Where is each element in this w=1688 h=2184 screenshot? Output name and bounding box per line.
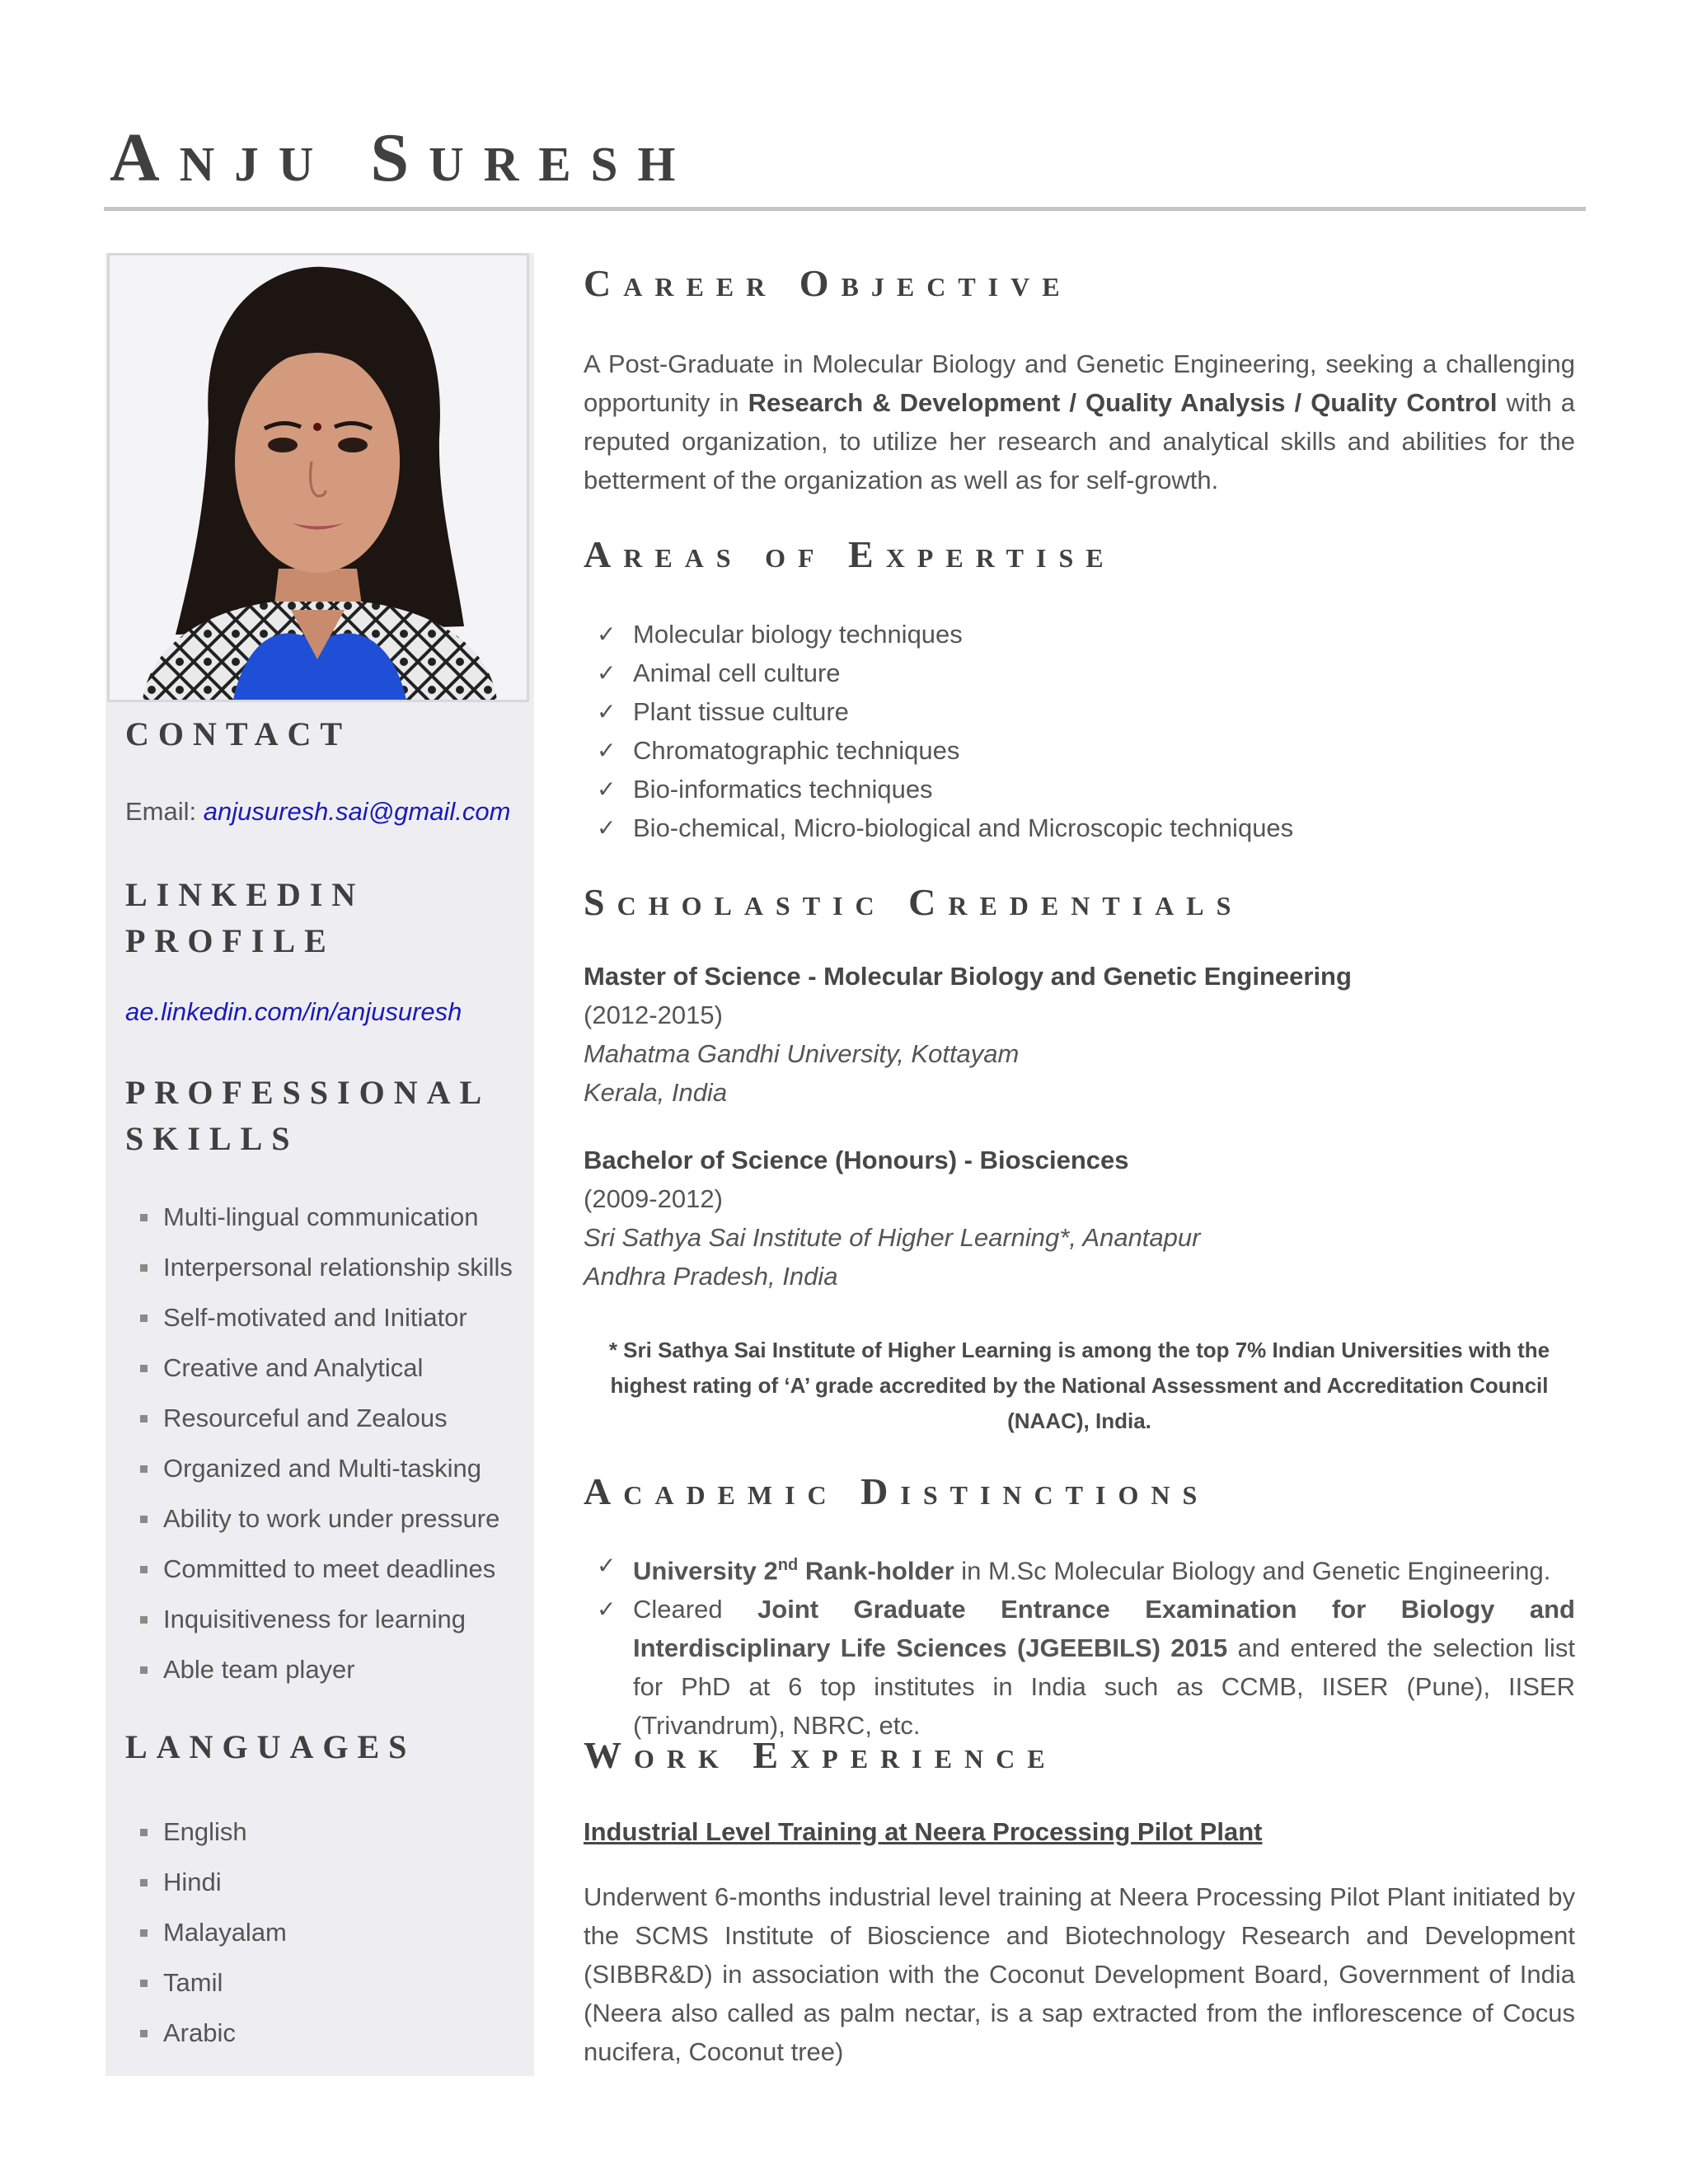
square-bullet-icon: [140, 1666, 148, 1674]
header-divider: [104, 207, 1586, 211]
skill-item: Multi-lingual communication: [125, 1192, 513, 1242]
degree-title: Master of Science - Molecular Biology and Genetic Engineering: [584, 962, 1352, 991]
language-item: Arabic: [125, 2008, 287, 2058]
checkmark-icon: ✓: [597, 1553, 617, 1578]
language-item: Malayalam: [125, 1907, 287, 1957]
contact-heading: CONTACT: [125, 715, 352, 752]
square-bullet-icon: [140, 1516, 148, 1523]
expertise-heading: Areas of Expertise: [584, 533, 1116, 575]
skill-item: Interpersonal relationship skills: [125, 1242, 513, 1292]
square-bullet-icon: [140, 1566, 148, 1573]
square-bullet-icon: [140, 1465, 148, 1473]
linkedin-heading-line1: LINKEDIN: [125, 876, 365, 913]
degree-years: (2009-2012): [584, 1184, 723, 1213]
contact-email-line: [125, 795, 510, 828]
skill-item: Ability to work under pressure: [125, 1493, 513, 1544]
linkedin-link[interactable]: ae.linkedin.com/in/anjusuresh: [125, 997, 462, 1026]
languages-heading: LANGUAGES: [125, 1728, 416, 1765]
resume-name: Anju Suresh: [110, 120, 696, 196]
distinctions-heading: Academic Distinctions: [584, 1470, 1210, 1512]
distinction-item: ✓ University 2nd Rank-holder in M.Sc Molecular Biology and Genetic Engineering.: [584, 1546, 1575, 1590]
skill-item: Committed to meet deadlines: [125, 1544, 513, 1594]
expertise-item: ✓ Molecular biology techniques: [584, 615, 1575, 654]
skill-item: Creative and Analytical: [125, 1343, 513, 1393]
linkedin-heading: [125, 872, 364, 964]
square-bullet-icon: [140, 1616, 148, 1624]
degree-years: (2012-2015): [584, 1001, 723, 1029]
language-item: English: [125, 1807, 287, 1857]
degree-institution: Mahatma Gandhi University, Kottayam: [584, 1039, 1020, 1068]
square-bullet-icon: [140, 1365, 148, 1372]
credentials-footnote: * Sri Sathya Sai Institute of Higher Learning is among the top 7% Indian Universities with the highest rating of ‘A’ grade accredited by the National Assessment and Accreditation Council (NAAC), India.: [608, 1338, 1550, 1433]
square-bullet-icon: [140, 1315, 148, 1322]
linkedin-heading-line2: PROFILE: [125, 922, 335, 959]
checkmark-icon: ✓: [597, 1596, 617, 1623]
degree-location: Kerala, India: [584, 1078, 728, 1107]
expertise-item: ✓ Bio-informatics techniques: [584, 770, 1575, 808]
credentials-heading: Scholastic Credentials: [584, 881, 1244, 923]
distinctions-list: [584, 1546, 1575, 1745]
languages-list: [125, 1807, 287, 2058]
expertise-item: ✓ Animal cell culture: [584, 654, 1575, 692]
checkmark-icon: ✓: [597, 738, 617, 763]
skill-item: Self-motivated and Initiator: [125, 1292, 513, 1343]
skills-heading-line2: SKILLS: [125, 1120, 299, 1157]
work-entry-title: Industrial Level Training at Neera Processing Pilot Plant: [584, 1817, 1263, 1846]
skill-item: Organized and Multi-tasking: [125, 1443, 513, 1493]
profile-photo: [107, 253, 529, 702]
email-label: Email:: [125, 797, 197, 826]
skills-heading-line1: PROFESSIONAL: [125, 1074, 491, 1111]
skill-item: Resourceful and Zealous: [125, 1393, 513, 1443]
checkmark-icon: ✓: [597, 660, 617, 686]
work-entry-description: Underwent 6-months industrial level training at Neera Processing Pilot Plant initiated by the SCMS Institute of Bioscience and Biotechnology Research and Development (SIBBR&D) in association with the Coconut Development Board, Government of India (Neera also called as palm nectar, is a sap extracted from the inflorescence of Cocus nucifera, Coconut tree): [584, 1882, 1575, 2066]
expertise-item: ✓ Plant tissue culture: [584, 692, 1575, 731]
skill-item: Able team player: [125, 1644, 513, 1694]
expertise-list: [584, 615, 1575, 847]
square-bullet-icon: [140, 2030, 148, 2037]
checkmark-icon: ✓: [597, 699, 617, 724]
square-bullet-icon: [140, 1879, 148, 1886]
degree-title: Bachelor of Science (Honours) - Biosciences: [584, 1146, 1129, 1174]
expertise-item: ✓ Bio-chemical, Micro-biological and Microscopic techniques: [584, 808, 1575, 847]
career-objective-text: A Post-Graduate in Molecular Biology and Genetic Engineering, seeking a challenging opportunity in Research & Development / Quality Analysis / Quality Control with a reputed organization, to utilize her research and analytical skills and abilities for the betterment of the organization as well as for self-growth.: [584, 349, 1576, 494]
distinction-item: ✓ Cleared Joint Graduate Entrance Examination for Biology and Interdisciplinary Life Sciences (JGEEBILS) 2015 and entered the selection list for PhD at 6 top institutes in India such as CCMB, IISER (Pune), IISER (Trivandrum), NBRC, etc.: [584, 1590, 1575, 1745]
degree-institution: Sri Sathya Sai Institute of Higher Learning*, Anantapur: [584, 1223, 1201, 1252]
credential-entry-msc: [584, 957, 1575, 1112]
square-bullet-icon: [140, 1929, 148, 1937]
square-bullet-icon: [140, 1980, 148, 1987]
square-bullet-icon: [140, 1829, 148, 1836]
square-bullet-icon: [140, 1214, 148, 1221]
skills-list: [125, 1192, 513, 1694]
checkmark-icon: ✓: [597, 776, 617, 802]
skill-item: Inquisitiveness for learning: [125, 1594, 513, 1644]
email-link[interactable]: anjusuresh.sai@gmail.com: [203, 797, 511, 826]
language-item: Hindi: [125, 1857, 287, 1907]
skills-heading: [125, 1070, 490, 1162]
square-bullet-icon: [140, 1264, 148, 1272]
career-objective-heading: Career Objective: [584, 262, 1072, 304]
square-bullet-icon: [140, 1415, 148, 1422]
work-heading: Work Experience: [584, 1734, 1057, 1776]
expertise-item: ✓ Chromatographic techniques: [584, 731, 1575, 770]
portrait-illustration: [110, 255, 527, 700]
checkmark-icon: ✓: [597, 621, 617, 647]
degree-location: Andhra Pradesh, India: [584, 1262, 838, 1291]
credential-entry-bsc: [584, 1141, 1575, 1296]
checkmark-icon: ✓: [597, 815, 617, 841]
language-item: Tamil: [125, 1957, 287, 2008]
